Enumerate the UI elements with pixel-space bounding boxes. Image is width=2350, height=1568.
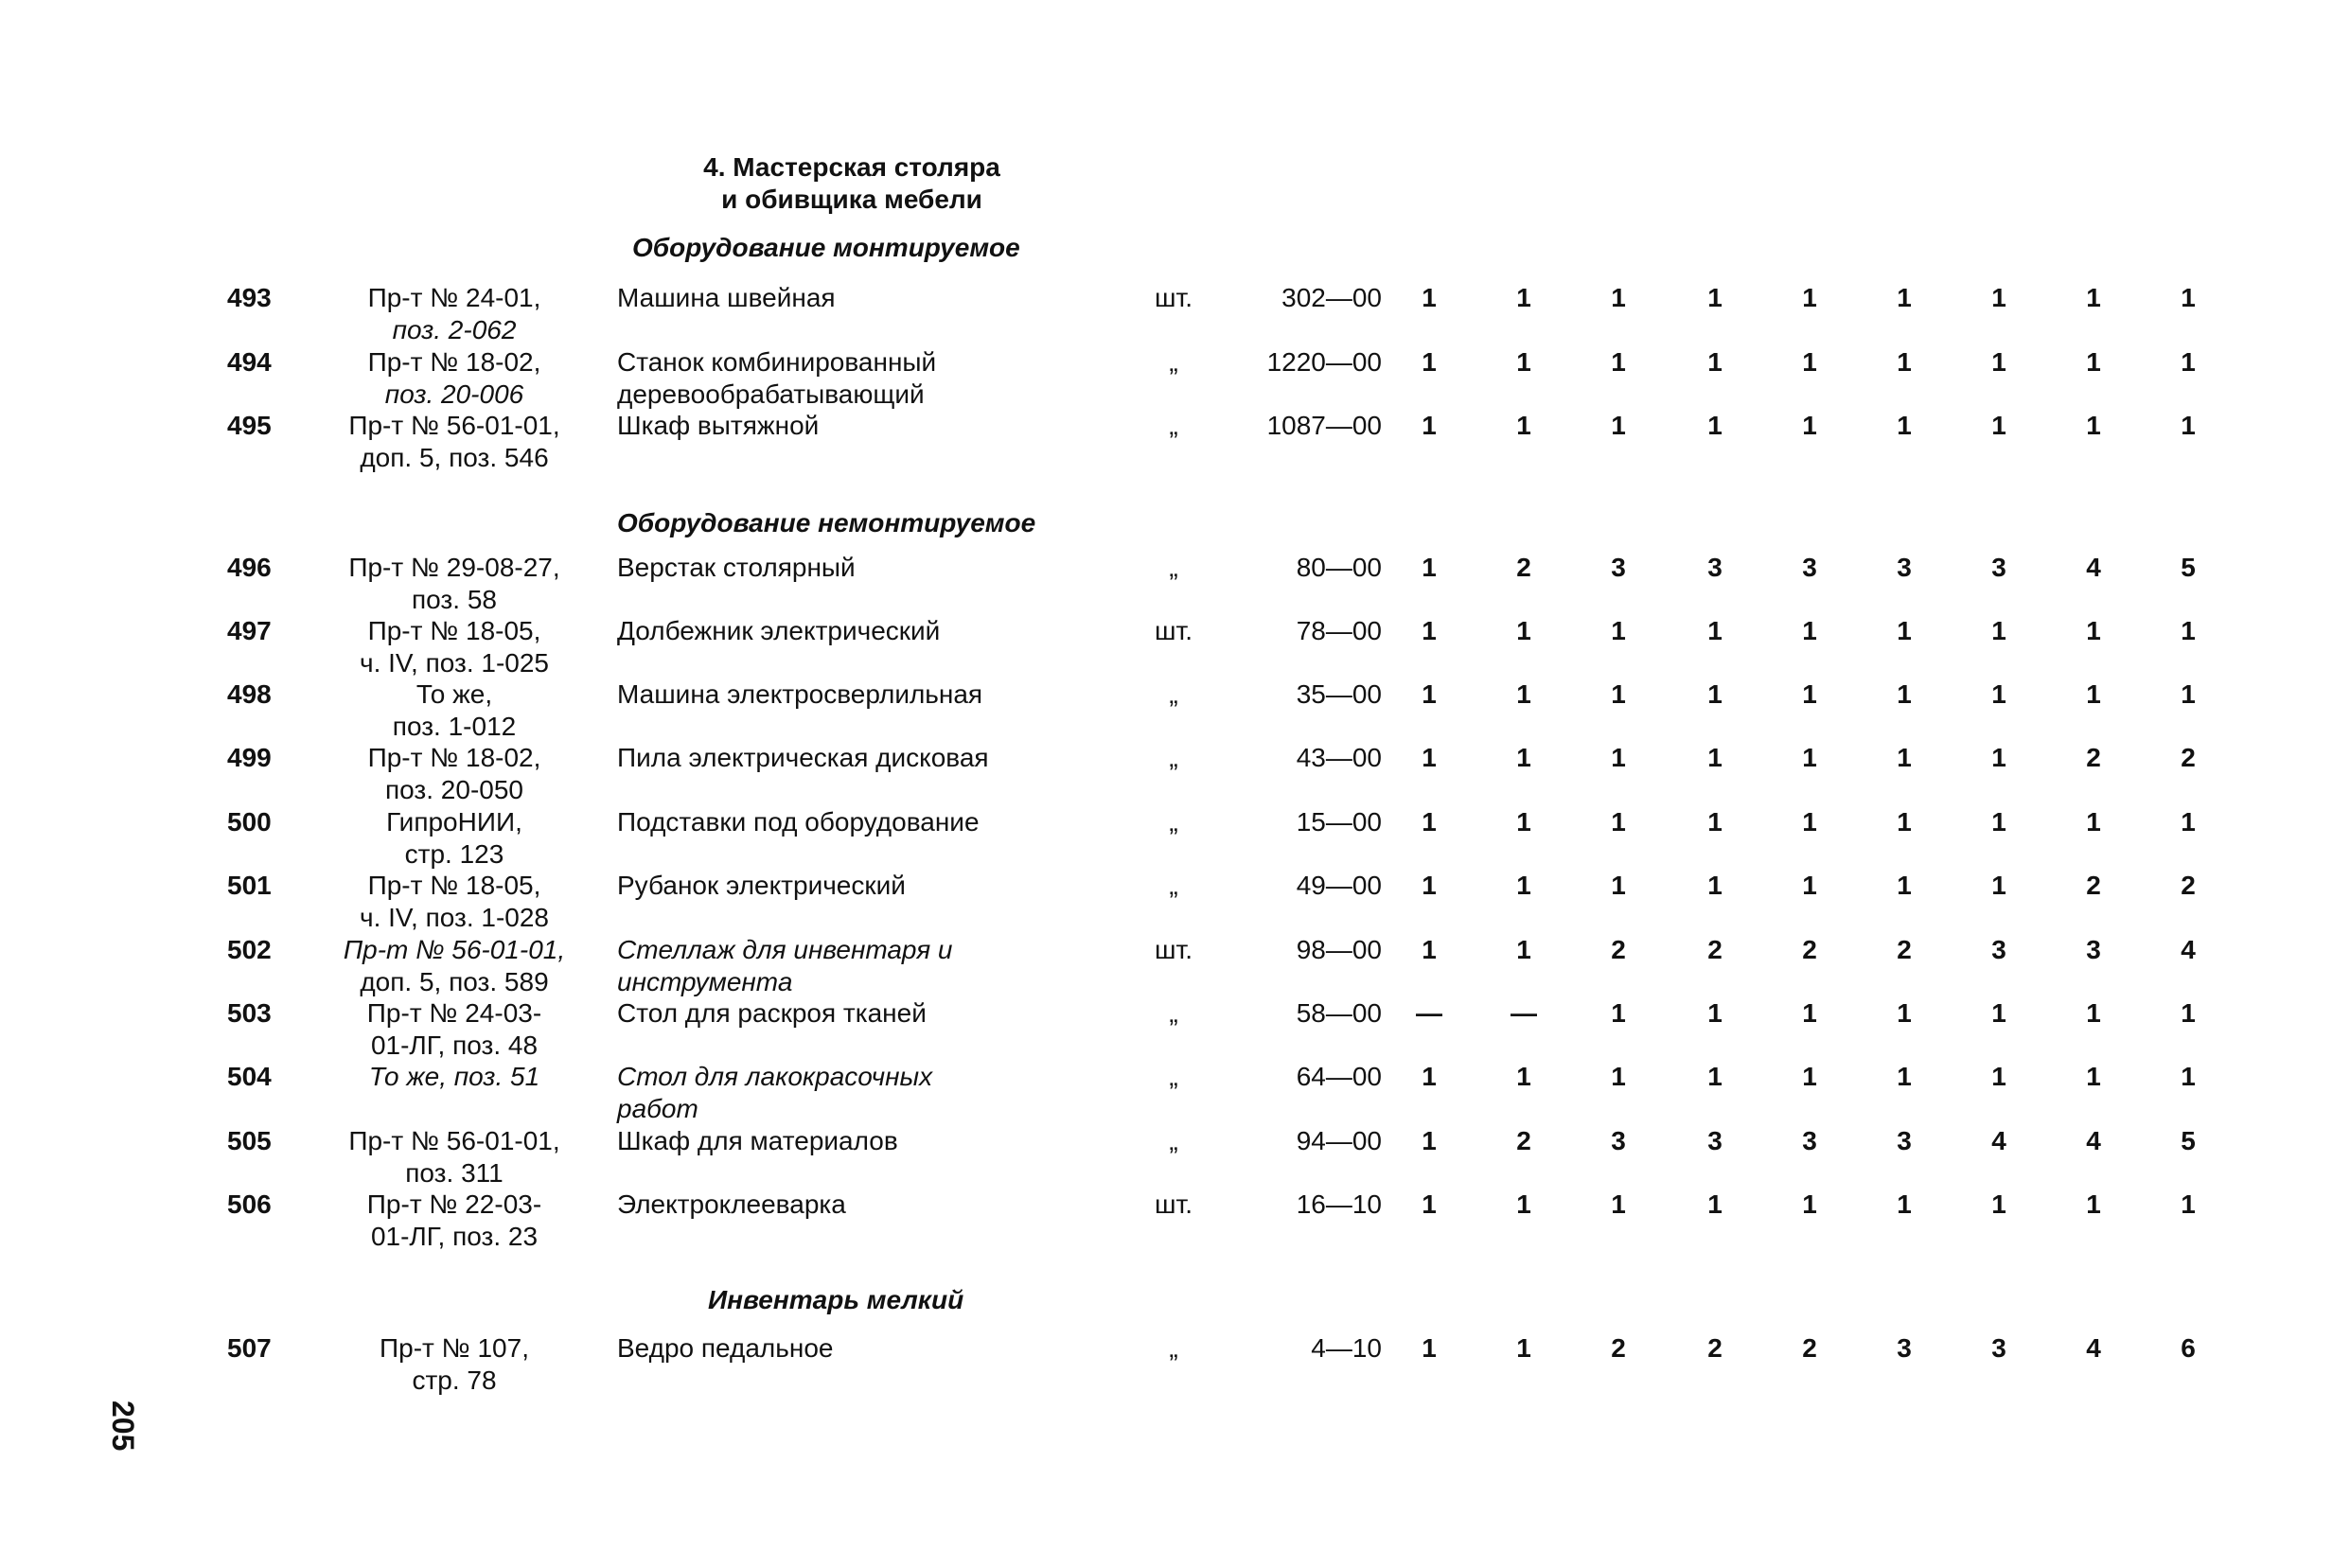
row-number: 494 — [227, 347, 272, 377]
quantity-cell: 1 — [1897, 679, 1912, 709]
unit-of-measure: шт. — [1155, 1189, 1193, 1219]
item-name-line-1: Долбежник электрический — [617, 616, 941, 645]
quantity-cell: 1 — [1707, 411, 1723, 440]
quantity-cell: 1 — [1422, 1333, 1437, 1363]
row-number: 505 — [227, 1126, 272, 1155]
table-row — [0, 552, 2350, 614]
unit-price: 1220—00 — [1266, 347, 1382, 377]
quantity-cell: 1 — [1611, 998, 1626, 1028]
quantity-cell: 1 — [1422, 553, 1437, 582]
quantity-cell: 1 — [1422, 1062, 1437, 1091]
row-reference — [312, 282, 596, 346]
quantity-cell: 3 — [1897, 1126, 1912, 1155]
row-number: 503 — [227, 998, 272, 1028]
row-number: 504 — [227, 1062, 272, 1091]
section-mounted: Оборудование монтируемое — [632, 233, 1020, 262]
quantity-cell: 1 — [1611, 411, 1626, 440]
quantity-cell: 1 — [1516, 743, 1531, 772]
quantity-cell: 2 — [2181, 743, 2196, 772]
quantity-cell: 1 — [1897, 283, 1912, 312]
item-name — [617, 934, 1090, 998]
reference-line-2: 01-ЛГ, поз. 48 — [370, 1031, 539, 1060]
quantity-cell: 1 — [1991, 807, 2006, 837]
unit-price: 15—00 — [1296, 807, 1382, 837]
item-name — [617, 1125, 1090, 1157]
quantity-cell: 1 — [1897, 871, 1912, 900]
row-reference — [312, 934, 596, 998]
item-name-line-2: работ — [617, 1094, 698, 1123]
quantity-cell: 1 — [2086, 998, 2101, 1028]
table-row — [0, 1125, 2350, 1188]
row-reference — [312, 552, 596, 616]
reference-line-2: поз. 20-006 — [384, 379, 524, 409]
quantity-cell: 1 — [1422, 743, 1437, 772]
quantity-cell: 1 — [1991, 998, 2006, 1028]
unit-of-measure: шт. — [1155, 616, 1193, 645]
reference-line-1: Пр-т № 107, — [380, 1333, 529, 1363]
quantity-cell: 1 — [2086, 1189, 2101, 1219]
quantity-cell: 2 — [1611, 935, 1626, 964]
quantity-cell: 1 — [1897, 1189, 1912, 1219]
quantity-cell: 1 — [1707, 679, 1723, 709]
quantity-cell: 3 — [1802, 553, 1817, 582]
quantity-cell: 2 — [1897, 935, 1912, 964]
quantity-cell: 1 — [2181, 1189, 2196, 1219]
quantity-cell: 1 — [1991, 1189, 2006, 1219]
quantity-cell: 1 — [1707, 998, 1723, 1028]
unit-price: 78—00 — [1296, 616, 1382, 645]
item-name-line-1: Станок комбинированный — [617, 347, 937, 377]
quantity-cell: 1 — [1516, 935, 1531, 964]
reference-line-1: Пр-т № 18-05, — [367, 616, 541, 645]
item-name — [617, 1332, 1090, 1365]
item-name-line-1: Верстак столярный — [617, 553, 856, 582]
item-name-line-1: Шкаф для материалов — [617, 1126, 898, 1155]
item-name — [617, 806, 1090, 838]
quantity-cell: 1 — [1611, 1189, 1626, 1219]
unit-of-measure: „ — [1169, 679, 1178, 709]
quantity-cell: 2 — [1611, 1333, 1626, 1363]
quantity-cell: 1 — [2086, 679, 2101, 709]
table-row — [0, 806, 2350, 869]
quantity-cell: 1 — [1897, 807, 1912, 837]
row-reference — [312, 870, 596, 934]
quantity-cell: 1 — [1611, 347, 1626, 377]
reference-line-1: Пр-т № 18-02, — [367, 347, 541, 377]
quantity-cell: 1 — [1707, 1062, 1723, 1091]
reference-line-1: Пр-т № 29-08-27, — [348, 553, 560, 582]
unit-of-measure: шт. — [1155, 935, 1193, 964]
reference-line-1: Пр-т № 22-03- — [366, 1189, 542, 1219]
quantity-cell: 1 — [2086, 283, 2101, 312]
quantity-cell: — — [1511, 998, 1537, 1028]
quantity-cell: 1 — [1802, 871, 1817, 900]
item-name-line-2: деревообрабатывающий — [617, 379, 925, 409]
unit-price: 94—00 — [1296, 1126, 1382, 1155]
reference-line-2: доп. 5, поз. 589 — [360, 967, 549, 996]
quantity-cell: 1 — [1707, 871, 1723, 900]
quantity-cell: 1 — [1897, 347, 1912, 377]
quantity-cell: 1 — [2086, 1062, 2101, 1091]
item-name — [617, 870, 1090, 902]
quantity-cell: 3 — [1707, 553, 1723, 582]
item-name-line-1: Электроклееварка — [617, 1189, 846, 1219]
unit-price: 80—00 — [1296, 553, 1382, 582]
unit-price: 4—10 — [1311, 1333, 1382, 1363]
quantity-cell: 2 — [1802, 1333, 1817, 1363]
quantity-cell: 1 — [1611, 679, 1626, 709]
quantity-cell: 1 — [1707, 616, 1723, 645]
unit-of-measure: шт. — [1155, 283, 1193, 312]
quantity-cell: 4 — [1991, 1126, 2006, 1155]
quantity-cell: 1 — [1516, 871, 1531, 900]
item-name-line-1: Машина электросверлильная — [617, 679, 983, 709]
quantity-cell: 1 — [1707, 807, 1723, 837]
item-name — [617, 552, 1090, 584]
quantity-cell: 1 — [1802, 283, 1817, 312]
row-number: 496 — [227, 553, 272, 582]
unit-price: 98—00 — [1296, 935, 1382, 964]
section-unmounted: Оборудование немонтируемое — [617, 508, 1036, 537]
quantity-cell: 1 — [2086, 347, 2101, 377]
section-small: Инвентарь мелкий — [708, 1285, 964, 1314]
quantity-cell: 1 — [1516, 1333, 1531, 1363]
quantity-cell: 1 — [1897, 998, 1912, 1028]
quantity-cell: 1 — [1611, 743, 1626, 772]
quantity-cell: 1 — [2181, 347, 2196, 377]
row-reference — [312, 410, 596, 474]
reference-line-2: поз. 20-050 — [384, 775, 523, 804]
quantity-cell: 1 — [2181, 283, 2196, 312]
table-row — [0, 934, 2350, 996]
item-name-line-1: Машина швейная — [617, 283, 836, 312]
quantity-cell: 3 — [1707, 1126, 1723, 1155]
item-name-line-1: Шкаф вытяжной — [617, 411, 820, 440]
quantity-cell: 3 — [1991, 935, 2006, 964]
quantity-cell: 1 — [1991, 616, 2006, 645]
quantity-cell: 2 — [1516, 553, 1531, 582]
row-number: 497 — [227, 616, 272, 645]
table-row — [0, 678, 2350, 741]
quantity-cell: 1 — [1802, 411, 1817, 440]
unit-of-measure: „ — [1169, 998, 1178, 1028]
reference-line-2: поз. 2-062 — [392, 315, 517, 344]
unit-of-measure: „ — [1169, 553, 1178, 582]
unit-price: 1087—00 — [1266, 411, 1382, 440]
unit-price: 58—00 — [1296, 998, 1382, 1028]
quantity-cell: 1 — [1516, 283, 1531, 312]
quantity-cell: 1 — [1991, 679, 2006, 709]
unit-of-measure: „ — [1169, 1333, 1178, 1363]
row-number: 495 — [227, 411, 272, 440]
item-name-line-1: Стол для лакокрасочных — [617, 1062, 933, 1091]
quantity-cell: 1 — [1802, 347, 1817, 377]
item-name — [617, 346, 1090, 411]
reference-line-2: поз. 1-012 — [392, 712, 517, 741]
row-reference — [312, 1125, 596, 1189]
quantity-cell: 1 — [1802, 1062, 1817, 1091]
quantity-cell: 1 — [1802, 807, 1817, 837]
quantity-cell: 1 — [2181, 1062, 2196, 1091]
row-reference — [312, 346, 596, 411]
table-row — [0, 742, 2350, 804]
reference-line-2: стр. 123 — [404, 839, 504, 869]
unit-of-measure: „ — [1169, 1126, 1178, 1155]
unit-price: 16—10 — [1296, 1189, 1382, 1219]
reference-line-2: поз. 58 — [412, 585, 497, 614]
unit-price: 35—00 — [1296, 679, 1382, 709]
page-number: 205 — [106, 1401, 140, 1452]
row-reference — [312, 678, 596, 743]
quantity-cell: 4 — [2181, 935, 2196, 964]
reference-line-2: стр. 78 — [412, 1365, 497, 1395]
reference-line-2: доп. 5, поз. 546 — [360, 443, 549, 472]
quantity-cell: — — [1416, 998, 1442, 1028]
quantity-cell: 3 — [1897, 1333, 1912, 1363]
quantity-cell: 1 — [1707, 743, 1723, 772]
row-reference — [312, 615, 596, 679]
item-name-line-1: Рубанок электрический — [617, 871, 906, 900]
quantity-cell: 1 — [1516, 807, 1531, 837]
quantity-cell: 1 — [2086, 411, 2101, 440]
reference-line-1: Пр-т № 24-01, — [367, 283, 541, 312]
quantity-cell: 1 — [2181, 411, 2196, 440]
row-number: 493 — [227, 283, 272, 312]
item-name — [617, 742, 1090, 774]
row-reference — [312, 806, 596, 871]
quantity-cell: 2 — [1707, 1333, 1723, 1363]
row-number: 506 — [227, 1189, 272, 1219]
quantity-cell: 1 — [1422, 679, 1437, 709]
quantity-cell: 1 — [1802, 743, 1817, 772]
quantity-cell: 3 — [1897, 553, 1912, 582]
row-number: 500 — [227, 807, 272, 837]
quantity-cell: 1 — [2181, 679, 2196, 709]
quantity-cell: 1 — [1516, 347, 1531, 377]
quantity-cell: 1 — [2086, 807, 2101, 837]
table-row — [0, 615, 2350, 678]
unit-of-measure: „ — [1169, 871, 1178, 900]
quantity-cell: 3 — [1991, 1333, 2006, 1363]
item-name — [617, 1061, 1090, 1125]
quantity-cell: 1 — [1611, 1062, 1626, 1091]
quantity-cell: 6 — [2181, 1333, 2196, 1363]
table-row — [0, 346, 2350, 409]
row-number: 498 — [227, 679, 272, 709]
section-heading — [606, 151, 1098, 216]
row-number: 501 — [227, 871, 272, 900]
reference-line-2: ч. IV, поз. 1-025 — [359, 648, 550, 678]
unit-of-measure: „ — [1169, 807, 1178, 837]
quantity-cell: 1 — [1422, 283, 1437, 312]
quantity-cell: 2 — [2086, 871, 2101, 900]
quantity-cell: 1 — [1422, 935, 1437, 964]
reference-line-2: 01-ЛГ, поз. 23 — [370, 1222, 539, 1251]
quantity-cell: 1 — [1707, 1189, 1723, 1219]
quantity-cell: 1 — [1802, 1189, 1817, 1219]
quantity-cell: 4 — [2086, 1333, 2101, 1363]
item-name-line-1: Подставки под оборудование — [617, 807, 980, 837]
quantity-cell: 1 — [1897, 1062, 1912, 1091]
quantity-cell: 2 — [1707, 935, 1723, 964]
quantity-cell: 1 — [1611, 871, 1626, 900]
quantity-cell: 5 — [2181, 553, 2196, 582]
quantity-cell: 2 — [1516, 1126, 1531, 1155]
reference-line-1: Пр-т № 18-02, — [367, 743, 541, 772]
row-reference — [312, 742, 596, 806]
table-row — [0, 870, 2350, 932]
quantity-cell: 1 — [1516, 1062, 1531, 1091]
item-name — [617, 1189, 1090, 1221]
item-name — [617, 615, 1090, 647]
unit-of-measure: „ — [1169, 411, 1178, 440]
quantity-cell: 1 — [2181, 998, 2196, 1028]
quantity-cell: 1 — [1707, 347, 1723, 377]
reference-line-1: Пр-т № 24-03- — [366, 998, 542, 1028]
heading-line-1: 4. Мастерская столяра — [703, 152, 1000, 182]
quantity-cell: 1 — [1897, 743, 1912, 772]
quantity-cell: 1 — [1422, 1189, 1437, 1219]
quantity-cell: 1 — [1991, 411, 2006, 440]
reference-line-1: Пр-т № 56-01-01, — [343, 935, 566, 964]
quantity-cell: 3 — [1991, 553, 2006, 582]
quantity-cell: 4 — [2086, 553, 2101, 582]
quantity-cell: 1 — [1897, 411, 1912, 440]
table-row — [0, 410, 2350, 472]
quantity-cell: 1 — [1422, 411, 1437, 440]
quantity-cell: 1 — [1991, 743, 2006, 772]
quantity-cell: 1 — [1516, 1189, 1531, 1219]
reference-line-1: То же, — [415, 679, 493, 709]
quantity-cell: 1 — [1802, 998, 1817, 1028]
reference-line-2: поз. 311 — [405, 1158, 504, 1188]
quantity-cell: 1 — [1991, 871, 2006, 900]
table-row — [0, 1189, 2350, 1251]
reference-line-1: Пр-т № 56-01-01, — [348, 1126, 560, 1155]
reference-line-1: Пр-т № 56-01-01, — [348, 411, 560, 440]
reference-line-1: То же, поз. 51 — [368, 1062, 540, 1091]
table-row — [0, 1332, 2350, 1395]
quantity-cell: 1 — [2181, 807, 2196, 837]
quantity-cell: 1 — [1516, 616, 1531, 645]
quantity-cell: 5 — [2181, 1126, 2196, 1155]
quantity-cell: 2 — [2086, 743, 2101, 772]
reference-line-2: ч. IV, поз. 1-028 — [359, 903, 550, 932]
quantity-cell: 1 — [1897, 616, 1912, 645]
quantity-cell: 1 — [1991, 347, 2006, 377]
quantity-cell: 1 — [1802, 679, 1817, 709]
quantity-cell: 3 — [1611, 1126, 1626, 1155]
quantity-cell: 1 — [1422, 616, 1437, 645]
table-row — [0, 282, 2350, 344]
row-reference — [312, 1332, 596, 1397]
unit-of-measure: „ — [1169, 347, 1178, 377]
item-name-line-1: Стеллаж для инвентаря и — [617, 935, 953, 964]
reference-line-1: Пр-т № 18-05, — [367, 871, 541, 900]
quantity-cell: 1 — [1422, 1126, 1437, 1155]
row-reference — [312, 1189, 596, 1253]
row-number: 502 — [227, 935, 272, 964]
quantity-cell: 1 — [1991, 1062, 2006, 1091]
unit-price: 49—00 — [1296, 871, 1382, 900]
item-name — [617, 997, 1090, 1030]
row-number: 507 — [227, 1333, 272, 1363]
quantity-cell: 3 — [1611, 553, 1626, 582]
quantity-cell: 1 — [2181, 616, 2196, 645]
row-number: 499 — [227, 743, 272, 772]
quantity-cell: 1 — [1611, 807, 1626, 837]
unit-price: 43—00 — [1296, 743, 1382, 772]
quantity-cell: 1 — [1991, 283, 2006, 312]
quantity-cell: 3 — [2086, 935, 2101, 964]
item-name — [617, 678, 1090, 711]
quantity-cell: 1 — [1611, 283, 1626, 312]
unit-of-measure: „ — [1169, 1062, 1178, 1091]
quantity-cell: 3 — [1802, 1126, 1817, 1155]
unit-of-measure: „ — [1169, 743, 1178, 772]
row-reference — [312, 997, 596, 1062]
quantity-cell: 1 — [1422, 347, 1437, 377]
item-name-line-1: Пила электрическая дисковая — [617, 743, 989, 772]
item-name-line-2: инструмента — [617, 967, 793, 996]
quantity-cell: 2 — [1802, 935, 1817, 964]
quantity-cell: 1 — [1611, 616, 1626, 645]
quantity-cell: 4 — [2086, 1126, 2101, 1155]
unit-price: 64—00 — [1296, 1062, 1382, 1091]
quantity-cell: 1 — [1422, 807, 1437, 837]
item-name — [617, 410, 1090, 442]
quantity-cell: 1 — [1516, 411, 1531, 440]
unit-price: 302—00 — [1281, 283, 1382, 312]
quantity-cell: 1 — [2086, 616, 2101, 645]
quantity-cell: 2 — [2181, 871, 2196, 900]
reference-line-1: ГипроНИИ, — [386, 807, 522, 837]
table-row — [0, 1061, 2350, 1123]
table-row — [0, 997, 2350, 1060]
quantity-cell: 1 — [1802, 616, 1817, 645]
heading-line-2: и обивщика мебели — [721, 185, 982, 214]
quantity-cell: 1 — [1422, 871, 1437, 900]
item-name-line-1: Ведро педальное — [617, 1333, 834, 1363]
quantity-cell: 1 — [1707, 283, 1723, 312]
row-reference — [312, 1061, 596, 1093]
item-name — [617, 282, 1090, 314]
item-name-line-1: Стол для раскроя тканей — [617, 998, 927, 1028]
quantity-cell: 1 — [1516, 679, 1531, 709]
